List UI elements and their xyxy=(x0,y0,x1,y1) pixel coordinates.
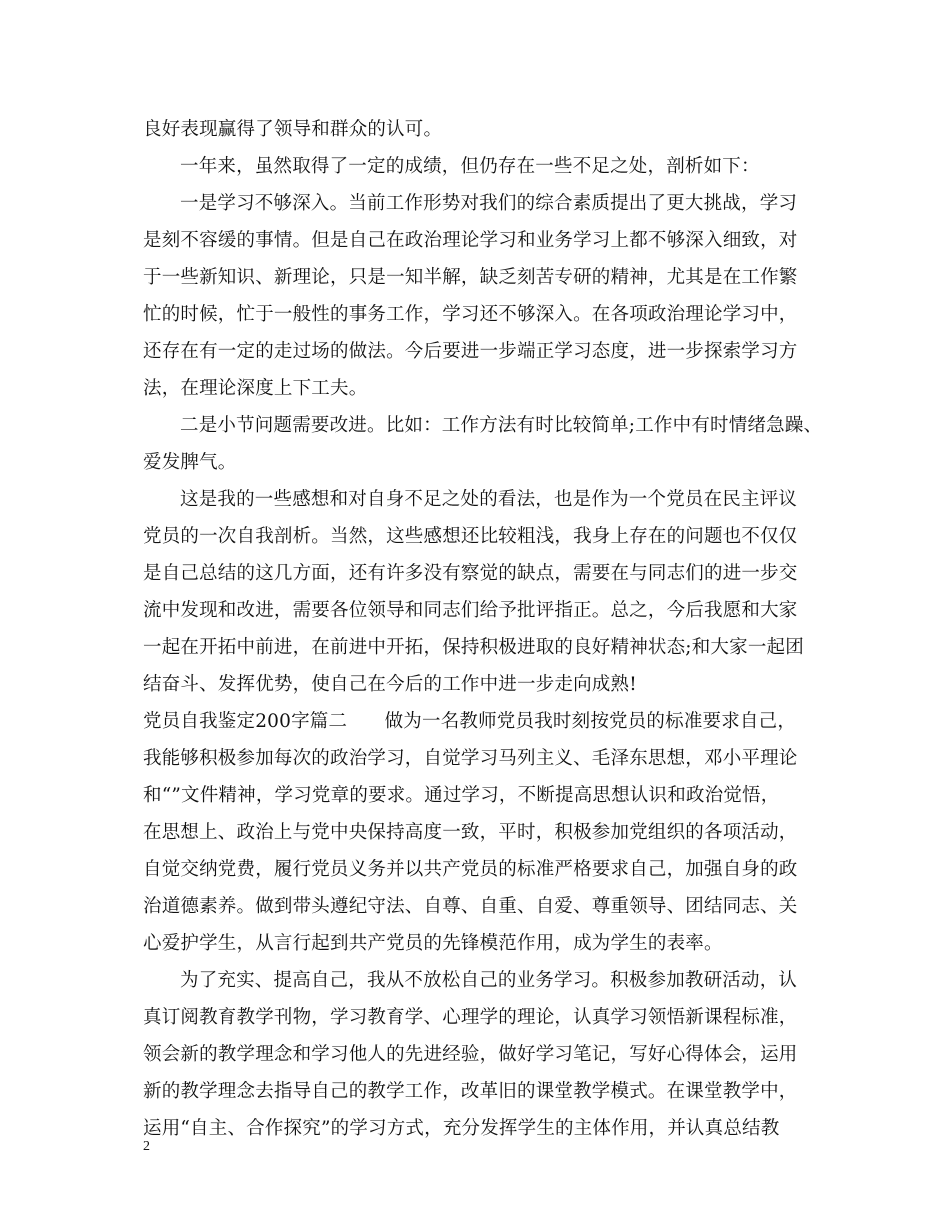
text-line: 领会新的教学理念和学习他人的先进经验，做好学习笔记，写好心得体会，运用 xyxy=(143,1044,798,1065)
text-line: 自觉交纳党费，履行党员义务并以共产党员的标准严格要求自己，加强自身的政 xyxy=(143,859,798,880)
text-line: 还存在有一定的走过场的做法。今后要进一步端正学习态度，进一步探索学习方 xyxy=(143,341,798,362)
text-line: 一起在开拓中前进，在前进中开拓，保持积极进取的良好精神状态;和大家一起团 xyxy=(143,637,804,658)
text-line: 新的教学理念去指导自己的教学工作，改革旧的课堂教学模式。在课堂教学中， xyxy=(143,1081,798,1102)
text-line: 真订阅教育教学刊物，学习教育学、心理学的理论，认真学习领悟新课程标准， xyxy=(143,1007,798,1028)
text-line: 结奋斗、发挥优势，使自己在今后的工作中进一步走向成熟! xyxy=(143,674,637,695)
text-line: 这是我的一些感想和对自身不足之处的看法，也是作为一个党员在民主评议 xyxy=(180,489,798,510)
text-line: 我能够积极参加每次的政治学习，自觉学习马列主义、毛泽东思想，邓小平理论 xyxy=(143,748,798,769)
text-line: 二是小节问题需要改进。比如：工作方法有时比较简单;工作中有时情绪急躁、 xyxy=(180,415,823,436)
text-line: 是刻不容缓的事情。但是自己在政治理论学习和业务学习上都不够深入细致，对 xyxy=(143,230,798,251)
text-line: 于一些新知识、新理论，只是一知半解，缺乏刻苦专研的精神，尤其是在工作繁 xyxy=(143,267,798,288)
text-line: 法，在理论深度上下工夫。 xyxy=(143,378,368,399)
text-line: 党员的一次自我剖析。当然，这些感想还比较粗浅，我身上存在的问题也不仅仅 xyxy=(143,526,798,547)
text-line: 良好表现赢得了领导和群众的认可。 xyxy=(143,119,443,140)
text-line: 一年来，虽然取得了一定的成绩，但仍存在一些不足之处，剖析如下： xyxy=(180,156,760,177)
text-line: 心爱护学生，从言行起到共产党员的先锋模范作用，成为学生的表率。 xyxy=(143,933,723,954)
text-line: 爱发脾气。 xyxy=(143,452,237,473)
page-number: 2 xyxy=(143,1139,150,1154)
text-line: 是自己总结的这几方面，还有许多没有察觉的缺点，需要在与同志们的进一步交 xyxy=(143,563,798,584)
text-line: 流中发现和改进，需要各位领导和同志们给予批评指正。总之，今后我愿和大家 xyxy=(143,600,798,621)
section-heading-line: 党员自我鉴定200字篇二 做为一名教师党员我时刻按党员的标准要求自己， xyxy=(143,711,797,732)
text-line: 运用“自主、合作探究”的学习方式，充分发挥学生的主体作用，并认真总结教 xyxy=(143,1118,780,1139)
text-line: 治道德素养。做到带头遵纪守法、自尊、自重、自爱、尊重领导、团结同志、关 xyxy=(143,896,798,917)
text-line: 一是学习不够深入。当前工作形势对我们的综合素质提出了更大挑战，学习 xyxy=(180,193,798,214)
text-line: 和“”文件精神，学习党章的要求。通过学习，不断提高思想认识和政治觉悟， xyxy=(143,785,780,806)
text-line: 为了充实、提高自己，我从不放松自己的业务学习。积极参加教研活动，认 xyxy=(180,970,798,991)
text-line: 忙的时候，忙于一般性的事务工作，学习还不够深入。在各项政治理论学习中， xyxy=(143,304,798,325)
text-line: 在思想上、政治上与党中央保持高度一致，平时，积极参加党组织的各项活动， xyxy=(143,822,798,843)
